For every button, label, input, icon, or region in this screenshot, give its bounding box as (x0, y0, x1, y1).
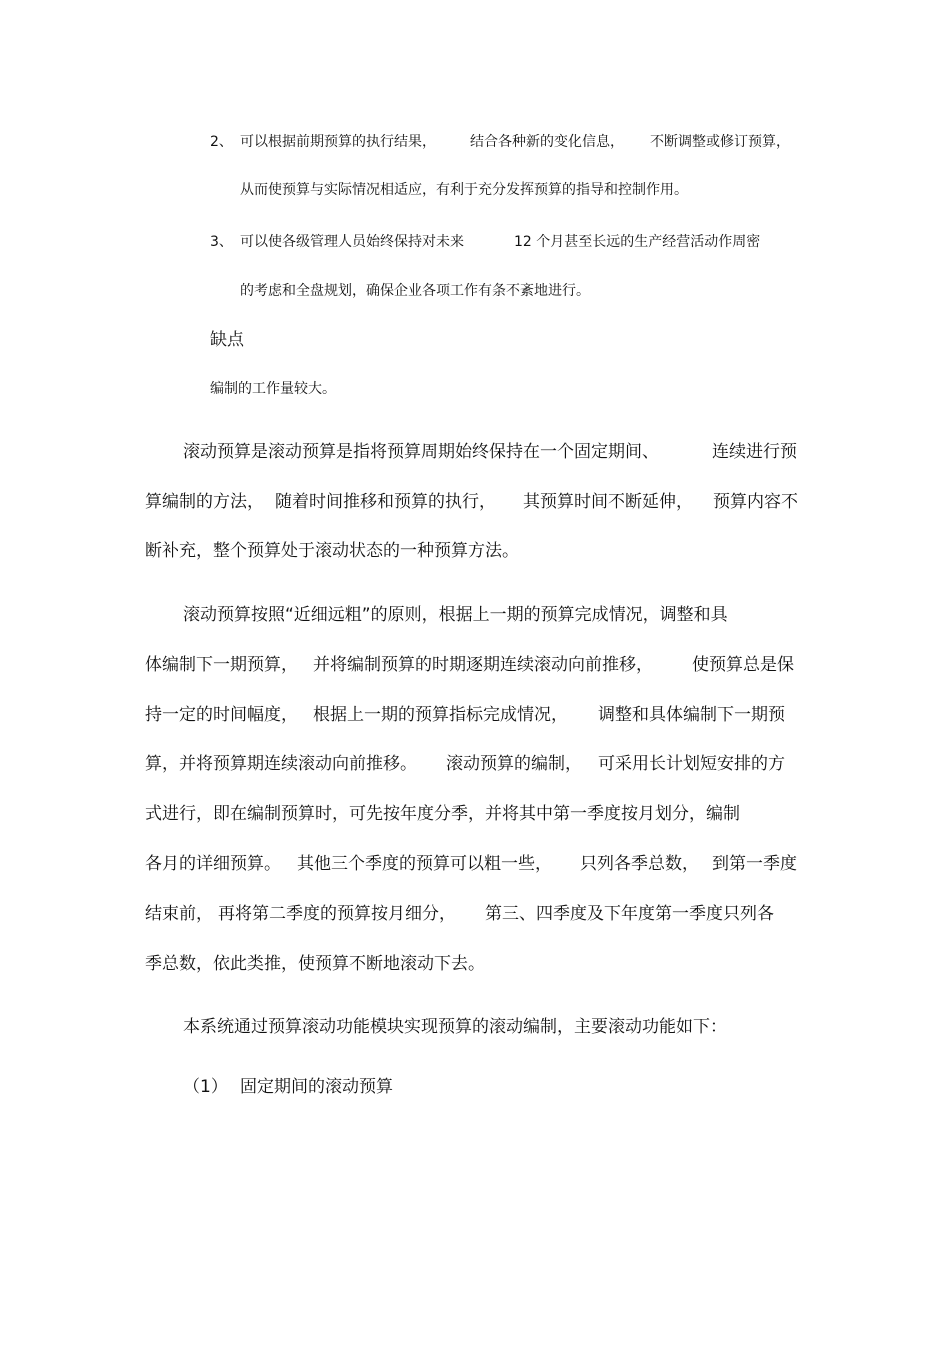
para1-line2-d: 预算内容不 (713, 492, 798, 512)
para2-line4-b: 滚动预算的编制， (446, 754, 582, 774)
para2-line2-b: 并将编制预算的时期逐期连续滚动向前推移， (313, 655, 653, 675)
para1-line2-a: 算编制的方法， (145, 492, 264, 512)
para2-line4-c: 可采用长计划短安排的方 (598, 754, 785, 774)
para1-line1-a: 滚动预算是滚动预算是指将预算周期始终保持在一个固定期间、 (183, 442, 659, 462)
disadvantage-text: 编制的工作量较大。 (210, 381, 336, 397)
list-item-3-number: 3、 (210, 234, 233, 250)
para2-line8: 季总数，依此类推，使预算不断地滚动下去。 (145, 954, 485, 974)
sub-item-1-text: 固定期间的滚动预算 (240, 1077, 393, 1097)
para1-line1-b: 连续进行预 (712, 442, 797, 462)
para1-line3: 断补充，整个预算处于滚动状态的一种预算方法。 (145, 541, 519, 561)
list-item-3-text-b: 12 个月甚至长远的生产经营活动作周密 (514, 234, 761, 250)
para2-line7-c: 第三、四季度及下年度第一季度只列各 (485, 904, 774, 924)
para2-line6-c: 只列各季总数， (580, 854, 699, 874)
sub-item-1-number: （1） (183, 1077, 228, 1097)
para2-line2-a: 体编制下一期预算， (145, 655, 298, 675)
para2-line3-b: 根据上一期的预算指标完成情况， (313, 705, 568, 725)
para2-line5: 式进行，即在编制预算时，可先按年度分季，并将其中第一季度按月划分，编制 (145, 804, 740, 824)
para2-line6-d: 到第一季度 (712, 854, 797, 874)
list-item-2-text-b: 结合各种新的变化信息， (470, 134, 624, 150)
para2-line1: 滚动预算按照“近细远粗”的原则，根据上一期的预算完成情况，调整和具 (183, 605, 728, 625)
list-item-2-text-c: 不断调整或修订预算， (650, 134, 790, 150)
list-item-3-continuation: 的考虑和全盘规划，确保企业各项工作有条不紊地进行。 (240, 283, 590, 299)
para2-line3-c: 调整和具体编制下一期预 (598, 705, 785, 725)
list-item-2-continuation: 从而使预算与实际情况相适应，有利于充分发挥预算的指导和控制作用。 (240, 182, 688, 198)
para2-line7-a: 结束前， (145, 904, 213, 924)
list-item-3-text-a: 可以使各级管理人员始终保持对未来 (240, 234, 464, 250)
para2-line7-b: 再将第二季度的预算按月细分， (218, 904, 456, 924)
list-item-2-text-a: 可以根据前期预算的执行结果， (240, 134, 436, 150)
para2-line3-a: 持一定的时间幅度， (145, 705, 298, 725)
para2-line6-b: 其他三个季度的预算可以粗一些， (297, 854, 552, 874)
para3: 本系统通过预算滚动功能模块实现预算的滚动编制，主要滚动功能如下： (183, 1017, 727, 1037)
para2-line6-a: 各月的详细预算。 (145, 854, 281, 874)
para2-line4-a: 算，并将预算期连续滚动向前推移。 (145, 754, 417, 774)
list-item-2-number: 2、 (210, 134, 233, 150)
para1-line2-c: 其预算时间不断延伸， (523, 492, 693, 512)
disadvantage-heading: 缺点 (210, 330, 244, 350)
para2-line2-c: 使预算总是保 (692, 655, 794, 675)
para1-line2-b: 随着时间推移和预算的执行， (275, 492, 496, 512)
